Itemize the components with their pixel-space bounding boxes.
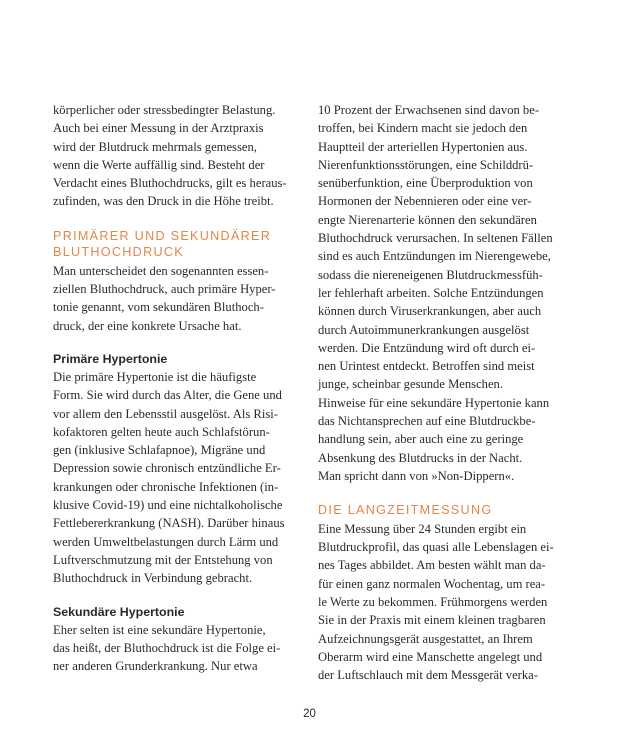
- text-line: Hormonen der Nebennieren oder eine ver-: [318, 194, 532, 209]
- text-line: klusive Covid-19) und eine nichtalkoholische: [53, 498, 283, 513]
- text-line: sind es auch Entzündungen im Nierengewebe,: [318, 249, 551, 264]
- text-line: Man unterscheidet den sogenannten essen-: [53, 263, 269, 278]
- left-paragraph-1: [53, 101, 291, 211]
- subheading-primary-hypertension: Primäre Hypertonie: [53, 351, 168, 366]
- text-line: Aufzeichnungsgerät ausgestattet, an Ihrem: [318, 631, 533, 646]
- text-line: engte Nierenarterie können den sekundären: [318, 212, 537, 227]
- text-line: vor allem den Lebensstil ausgelöst. Als Risi-: [53, 406, 278, 421]
- text-line: werden. Die Entzündung wird oft durch ei-: [318, 340, 536, 355]
- right-paragraph-2: [318, 520, 560, 685]
- text-line: Sie in der Praxis mit einem kleinen tragbaren: [318, 613, 546, 628]
- text-line: gen (inklusive Schlafapnoe), Migräne und: [53, 443, 266, 458]
- text-line: Luftverschmutzung mit der Entstehung von: [53, 552, 273, 567]
- text-line: wird der Blutdruck mehrmals gemessen,: [53, 139, 257, 154]
- left-paragraph-2: [53, 262, 291, 335]
- text-line: Bluthochdruck verursachen. In seltenen Fällen: [318, 231, 553, 246]
- section-heading-primary-secondary: [53, 228, 291, 261]
- text-line: werden Umweltbelastungen durch Lärm und: [53, 534, 279, 549]
- text-line: BLUTHOCHDRUCK: [53, 245, 184, 260]
- left-column: [53, 101, 291, 675]
- text-line: tonie genannt, vom sekundären Bluthoch-: [53, 300, 264, 315]
- text-line: Eher selten ist eine sekundäre Hypertonie,: [53, 622, 266, 637]
- text-line: le Werte zu bekommen. Frühmorgens werden: [318, 594, 548, 609]
- text-line: Depression sowie chronisch entzündliche Er-: [53, 461, 281, 476]
- text-line: troffen, bei Kindern macht sie jedoch den: [318, 121, 528, 136]
- text-line: wenn die Werte auffällig sind. Besteht der: [53, 157, 265, 172]
- right-column: [318, 101, 560, 684]
- text-line: handlung sein, aber auch eine zu geringe: [318, 432, 524, 447]
- text-line: 10 Prozent der Erwachsenen sind davon be-: [318, 103, 540, 117]
- text-line: krankungen oder chronische Infektionen (in-: [53, 479, 279, 494]
- text-line: druck, der eine konkrete Ursache hat.: [53, 318, 242, 333]
- text-line: Man spricht dann von »Non-Dippern«.: [318, 468, 515, 483]
- text-line: der Luftschlauch mit dem Messgerät verka-: [318, 668, 538, 683]
- text-line: Die primäre Hypertonie ist die häufigste: [53, 369, 257, 384]
- text-line: ler fehlerhaft arbeiten. Solche Entzündungen: [318, 285, 544, 300]
- text-line: das Nichtansprechen auf eine Blutdruckbe-: [318, 414, 536, 429]
- section-heading-long-term-measurement: [318, 502, 560, 519]
- text-line: Verdacht eines Bluthochdrucks, gilt es heraus-: [53, 176, 287, 191]
- text-line: Hinweise für eine sekundäre Hypertonie kann: [318, 395, 550, 410]
- right-paragraph-1: [318, 101, 560, 485]
- subheading-secondary-hypertension: Sekundäre Hypertonie: [53, 604, 185, 619]
- left-paragraph-4: [53, 621, 291, 676]
- text-line: ziellen Bluthochdruck, auch primäre Hyper-: [53, 282, 276, 297]
- text-line: nen Urintest entdeckt. Betroffen sind meist: [318, 359, 535, 374]
- text-line: Nierenfunktionsstörungen, eine Schilddrü-: [318, 157, 534, 172]
- text-line: Blutdruckprofil, das quasi alle Lebenslagen ei-: [318, 540, 554, 555]
- text-line: nes Tages abbildet. Am besten wählt man da-: [318, 558, 546, 573]
- page-number: 20: [303, 708, 316, 720]
- text-line: zufinden, was den Druck in die Höhe treibt.: [53, 194, 274, 209]
- text-line: Fettlebererkrankung (NASH). Darüber hinaus: [53, 516, 285, 531]
- text-line: Form. Sie wird durch das Alter, die Gene und: [53, 388, 282, 403]
- text-line: können durch Viruserkrankungen, aber auch: [318, 304, 542, 319]
- text-line: durch Autoimmunerkrankungen ausgelöst: [318, 322, 530, 337]
- text-line: Hauptteil der arteriellen Hypertonien aus.: [318, 139, 528, 154]
- text-line: Auch bei einer Messung in der Arztpraxis: [53, 121, 264, 136]
- text-line: Absenkung des Blutdrucks in der Nacht.: [318, 450, 523, 465]
- text-line: das heißt, der Bluthochdruck ist die Folge ei-: [53, 640, 281, 655]
- text-line: Oberarm wird eine Manschette angelegt und: [318, 649, 543, 664]
- text-line: Bluthochdruck in Verbindung gebracht.: [53, 571, 253, 586]
- text-line: ner anderen Grunderkrankung. Nur etwa: [53, 659, 258, 674]
- text-line: Eine Messung über 24 Stunden ergibt ein: [318, 521, 527, 536]
- text-line: senüberfunktion, eine Überproduktion von: [318, 176, 533, 191]
- text-line: körperlicher oder stressbedingter Belastung.: [53, 103, 276, 117]
- text-line: für einen ganz normalen Wochentag, um rea-: [318, 576, 546, 591]
- text-line: sodass die niereneigenen Blutdruckmessfüh-: [318, 267, 543, 282]
- text-line: kofaktoren gelten heute auch Schlafstörun-: [53, 424, 270, 439]
- text-line: PRIMÄRER UND SEKUNDÄRER: [53, 228, 272, 243]
- left-paragraph-3: [53, 368, 291, 588]
- section-heading-text: DIE LANGZEITMESSUNG: [318, 503, 493, 518]
- text-line: junge, scheinbar gesunde Menschen.: [318, 377, 504, 392]
